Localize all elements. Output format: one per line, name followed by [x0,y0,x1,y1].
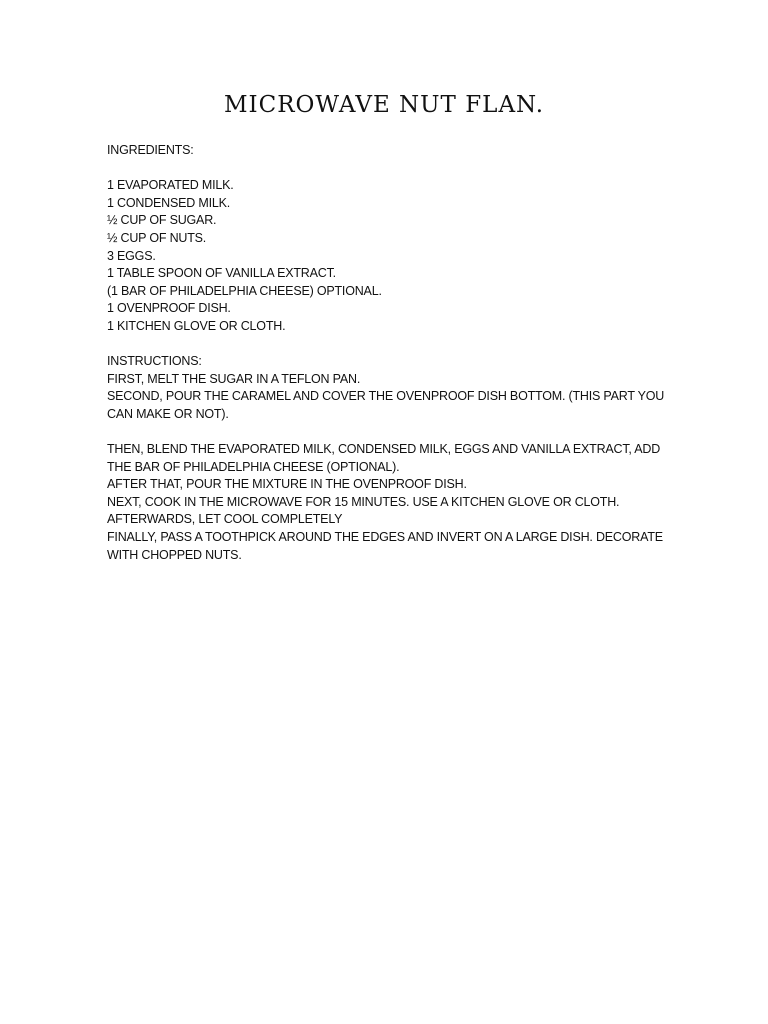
spacer [107,424,667,442]
instruction-step: NEXT, COOK IN THE MICROWAVE FOR 15 MINUTES. USE A KITCHEN GLOVE OR CLOTH. [107,494,620,509]
ingredient-item: 1 CONDENSED MILK. [107,195,231,210]
ingredient-item: ½ CUP OF SUGAR. [107,213,217,228]
instruction-step: AFTER THAT, POUR THE MIXTURE IN THE OVENPROOF DISH. [107,477,467,492]
instruction-step: AFTERWARDS, LET COOL COMPLETELY [107,512,343,527]
ingredient-item: 1 KITCHEN GLOVE OR CLOTH. [107,318,286,333]
recipe-title: MICROWAVE NUT FLAN. [223,92,545,118]
ingredients-list [107,177,667,335]
spacer [107,336,667,354]
instructions-heading: INSTRUCTIONS: [107,354,202,369]
instruction-step: FINALLY, PASS A TOOTHPICK AROUND THE EDGES AND INVERT ON A LARGE DISH. DECORATE WITH CHOPPED NUTS. [107,530,663,562]
ingredient-item: 1 EVAPORATED MILK. [107,178,234,193]
instruction-step: FIRST, MELT THE SUGAR IN A TEFLON PAN. [107,371,361,386]
ingredients-heading: INGREDIENTS: [107,143,194,157]
instructions-list [107,371,667,565]
ingredient-item: 1 TABLE SPOON OF VANILLA EXTRACT. [107,266,336,281]
ingredient-item: (1 BAR OF PHILADELPHIA CHEESE) OPTIONAL. [107,283,382,298]
spacer [107,160,667,178]
instruction-step: SECOND, POUR THE CARAMEL AND COVER THE OVENPROOF DISH BOTTOM. (THIS PART YOU CAN MAKE OR NOT). [107,389,665,421]
ingredient-item: 3 EGGS. [107,248,156,263]
ingredient-item: 1 OVENPROOF DISH. [107,301,231,316]
recipe-body [107,142,667,564]
instruction-step: THEN, BLEND THE EVAPORATED MILK, CONDENSED MILK, EGGS AND VANILLA EXTRACT, ADD THE BAR OF PHILADELPHIA CHEESE (OPTIONAL). [107,442,661,474]
ingredient-item: ½ CUP OF NUTS. [107,230,207,245]
